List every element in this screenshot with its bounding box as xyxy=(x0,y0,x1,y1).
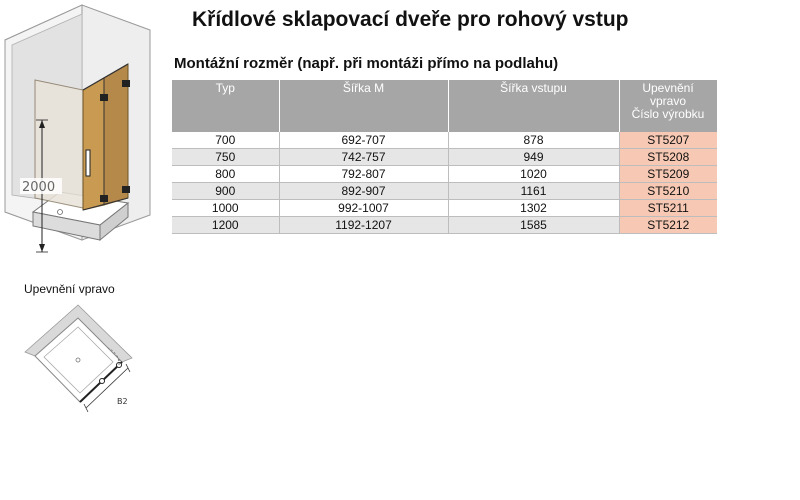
dimensions-table xyxy=(172,80,718,234)
height-dimension-label: 2000 xyxy=(22,180,56,195)
cell-sirka-vstupu: 949 xyxy=(448,149,619,166)
cell-sirka-vstupu: 1020 xyxy=(448,166,619,183)
cell-sirka-m: 792-807 xyxy=(279,166,448,183)
cell-sirka-m: 692-707 xyxy=(279,132,448,149)
header-sirka-m: Šířka M xyxy=(279,80,448,132)
cell-sirka-vstupu: 878 xyxy=(448,132,619,149)
cell-typ: 700 xyxy=(172,132,279,149)
cell-typ: 1000 xyxy=(172,200,279,217)
plan-dimension-label: B2 xyxy=(117,397,128,406)
plan-view-diagram xyxy=(20,300,140,430)
cell-sirka-m: 892-907 xyxy=(279,183,448,200)
shower-door-illustration xyxy=(0,0,170,270)
table-subtitle: Montážní rozměr (např. při montáži přímo na podlahu) xyxy=(174,55,559,72)
cell-product-code: ST5212 xyxy=(619,217,717,234)
cell-product-code: ST5210 xyxy=(619,183,717,200)
cell-product-code: ST5208 xyxy=(619,149,717,166)
cell-typ: 750 xyxy=(172,149,279,166)
cell-sirka-m: 1192-1207 xyxy=(279,217,448,234)
header-sirka-vstupu: Šířka vstupu xyxy=(448,80,619,132)
cell-typ: 800 xyxy=(172,166,279,183)
cell-product-code: ST5211 xyxy=(619,200,717,217)
cell-product-code: ST5207 xyxy=(619,132,717,149)
table-row xyxy=(172,132,717,149)
header-code-line3: Číslo výrobku xyxy=(631,107,705,121)
cell-sirka-vstupu: 1161 xyxy=(448,183,619,200)
cell-typ: 900 xyxy=(172,183,279,200)
cell-sirka-vstupu: 1302 xyxy=(448,200,619,217)
header-product-code xyxy=(619,80,717,132)
table-row xyxy=(172,217,717,234)
table-row xyxy=(172,183,717,200)
cell-typ: 1200 xyxy=(172,217,279,234)
header-code-line1: Upevnění xyxy=(642,81,694,95)
page-title: Křídlové sklapovací dveře pro rohový vstup xyxy=(192,8,629,31)
table-row xyxy=(172,166,717,183)
table-row xyxy=(172,200,717,217)
table-header-row xyxy=(172,80,717,132)
mount-side-label: Upevnění vpravo xyxy=(24,282,115,296)
cell-sirka-m: 992-1007 xyxy=(279,200,448,217)
header-code-line2: vpravo xyxy=(649,94,687,108)
cell-product-code: ST5209 xyxy=(619,166,717,183)
cell-sirka-vstupu: 1585 xyxy=(448,217,619,234)
cell-sirka-m: 742-757 xyxy=(279,149,448,166)
header-typ: Typ xyxy=(172,80,279,132)
table-row xyxy=(172,149,717,166)
